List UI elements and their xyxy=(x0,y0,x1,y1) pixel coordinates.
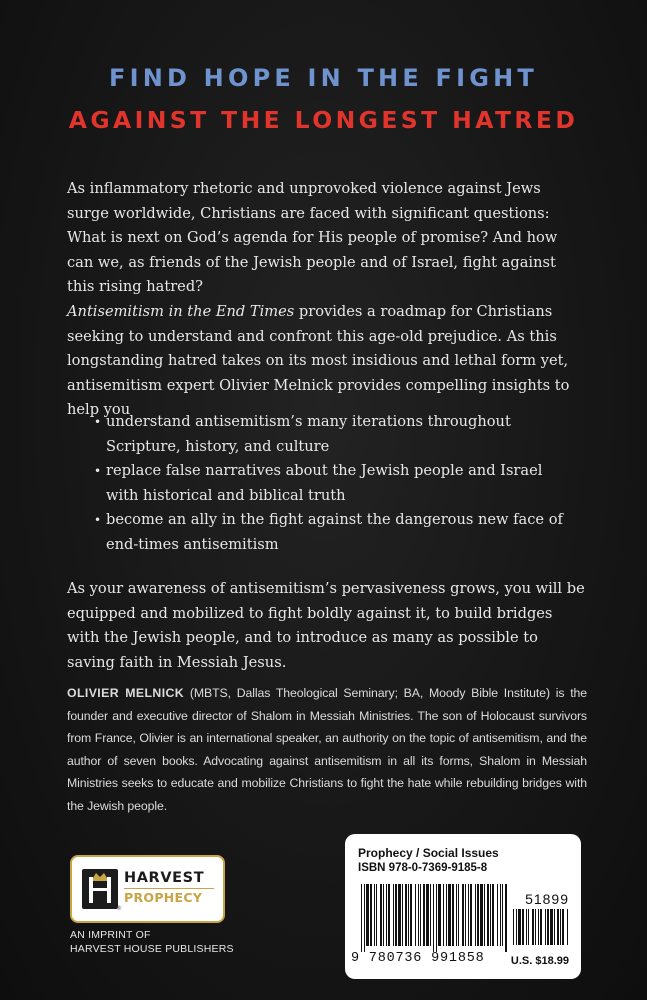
book-title: Antisemitism in the End Times xyxy=(67,303,295,320)
bisac-category: Prophecy / Social Issues xyxy=(358,846,499,860)
logo-text-harvest: HARVEST xyxy=(124,870,205,886)
barcode-panel xyxy=(345,834,581,979)
author-name: OLIVIER MELNICK xyxy=(67,686,185,700)
headline-line-2: AGAINST THE LONGEST HATRED xyxy=(68,106,579,134)
list-item: • replace false narratives about the Jewish people and Israel with historical and biblical truth xyxy=(94,459,574,508)
price-addon-code: 51899 xyxy=(525,891,569,907)
closing-paragraph: As your awareness of antisemitism’s pervasiveness grows, you will be equipped and mobilized to fight boldly against it, to build bridges with the Jewish people, and to introduce as many as possible to saving faith in Messiah Jesus. xyxy=(67,580,585,671)
harvest-prophecy-logo xyxy=(70,855,225,923)
price-barcode-icon xyxy=(513,909,569,951)
crown-pillar-icon xyxy=(82,869,118,909)
roadmap-paragraph xyxy=(67,300,587,423)
roadmap-text: provides a roadmap for Christians seeking to understand and confront this age-old prejudice. As this longstanding hatred takes on its most insidious and lethal form yet, antisemitism expert Olivier Melnick provides compelling insights to help you xyxy=(67,303,570,418)
intro-paragraph: As inflammatory rhetoric and unprovoked violence against Jews surge worldwide, Christians are faced with significant questions: What is next on God’s agenda for His people of promise? And how can we, as friends of the Jewish people and of Israel, fight against this rising hatred? xyxy=(67,180,558,295)
imprint-text xyxy=(70,928,270,956)
imprint-line-2: HARVEST HOUSE PUBLISHERS xyxy=(70,943,234,955)
list-item: • understand antisemitism’s many iterations throughout Scripture, history, and culture xyxy=(94,410,574,459)
price-label: U.S. $18.99 xyxy=(510,955,569,967)
insights-list xyxy=(94,410,574,557)
author-bio xyxy=(67,682,587,818)
imprint-line-1: AN IMPRINT OF xyxy=(70,929,151,941)
isbn-label: ISBN 978-0-7369-9185-8 xyxy=(358,862,488,874)
author-bio-text: (MBTS, Dallas Theological Seminary; BA, Moody Bible Institute) is the founder and executive director of Shalom in Messiah Ministries. The son of Holocaust survivors from France, Olivier is an international speaker, an authority on the topic of antisemitism, and the author of seven books. Advocating against antisemitism in all its forms, Shalom in Messiah Ministries seeks to educate and mobilize Christians to fight the hate while rebuilding bridges with the Jewish people. xyxy=(67,686,588,813)
list-item: • become an ally in the fight against the dangerous new face of end-times antisemitism xyxy=(94,508,574,557)
isbn-digits: 9 780736 991858 xyxy=(351,951,485,966)
logo-divider xyxy=(124,888,214,889)
headline-line-1: FIND HOPE IN THE FIGHT xyxy=(109,64,538,92)
registered-mark-icon: ® xyxy=(116,905,122,912)
isbn-barcode-icon xyxy=(361,884,507,952)
logo-text-prophecy: PROPHECY xyxy=(124,890,203,905)
